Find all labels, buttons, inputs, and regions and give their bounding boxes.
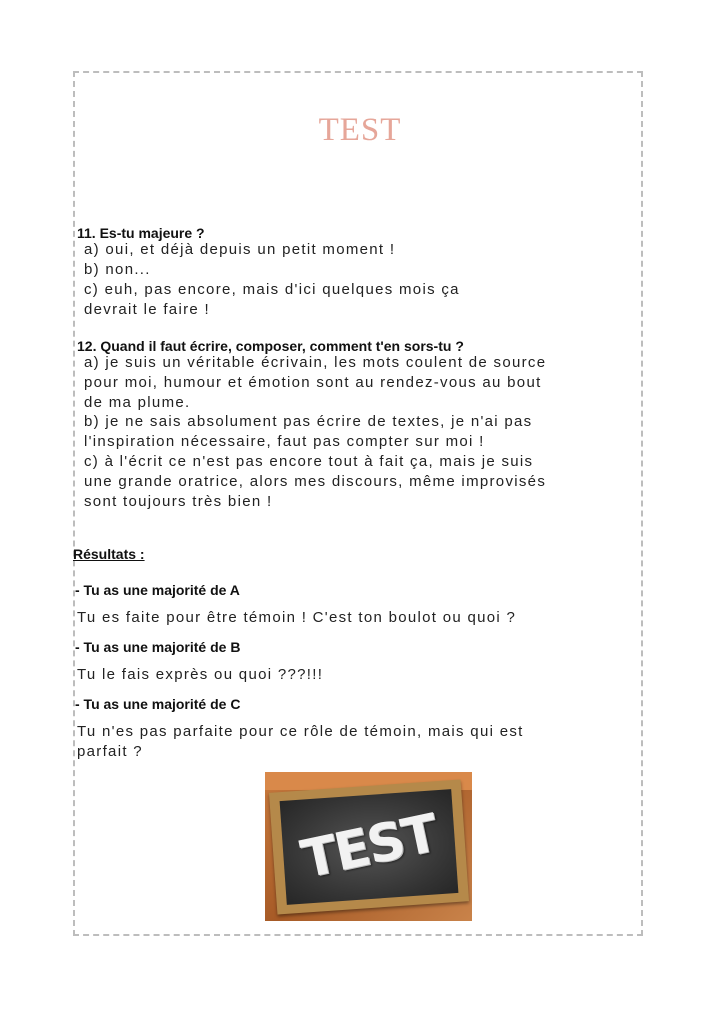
result-text-c: Tu n'es pas parfaite pour ce rôle de témoin, mais qui est: [77, 723, 524, 740]
chalkboard-frame: [269, 779, 469, 914]
question-12-line: une grande oratrice, alors mes discours, même improvisés: [84, 473, 547, 490]
question-12-line: c) à l'écrit ce n'est pas encore tout à fait ça, mais je suis: [84, 453, 534, 470]
question-12-line: sont toujours très bien !: [84, 493, 273, 510]
question-11-line: a) oui, et déjà depuis un petit moment !: [84, 241, 396, 258]
page-title: TEST: [318, 112, 402, 148]
question-12-title: 12. Quand il faut écrire, composer, comment t'en sors-tu ?: [77, 338, 464, 354]
question-12-line: de ma plume.: [84, 394, 191, 411]
question-12-line: a) je suis un véritable écrivain, les mots coulent de source: [84, 354, 547, 371]
question-12-line: b) je ne sais absolument pas écrire de textes, je n'ai pas: [84, 413, 533, 430]
chalkboard-word: TEST: [296, 803, 442, 891]
result-text-b: Tu le fais exprès ou quoi ???!!!: [77, 666, 324, 683]
chalkboard-slate: [280, 789, 459, 905]
results-title: Résultats :: [73, 546, 145, 562]
question-12-line: l'inspiration nécessaire, faut pas compter sur moi !: [84, 433, 485, 450]
question-12-line: pour moi, humour et émotion sont au rendez-vous au bout: [84, 374, 542, 391]
question-11-title: 11. Es-tu majeure ?: [77, 225, 205, 241]
chalkboard-test-image: [265, 772, 472, 921]
result-heading-c: - Tu as une majorité de C: [75, 696, 241, 712]
question-11-line: devrait le faire !: [84, 301, 210, 318]
question-11-line: c) euh, pas encore, mais d'ici quelques mois ça: [84, 281, 460, 298]
result-heading-a: - Tu as une majorité de A: [75, 582, 240, 598]
question-11-line: b) non...: [84, 261, 151, 278]
result-heading-b: - Tu as une majorité de B: [75, 639, 241, 655]
result-text-c: parfait ?: [77, 743, 143, 760]
result-text-a: Tu es faite pour être témoin ! C'est ton boulot ou quoi ?: [77, 609, 517, 626]
